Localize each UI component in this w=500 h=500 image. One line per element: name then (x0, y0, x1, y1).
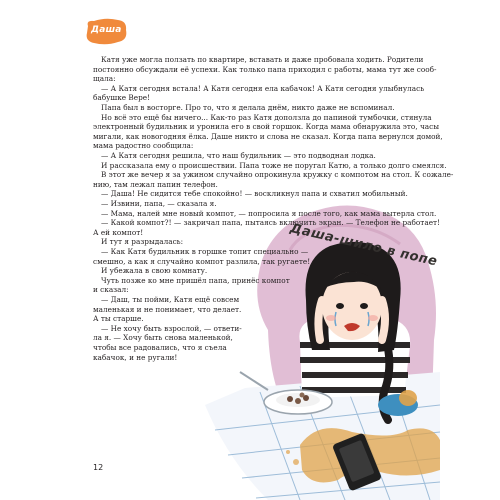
text-line: и сказал: (93, 285, 129, 295)
text-line: нию, там лежал папин телефон. (93, 179, 218, 189)
text-line: мама радостно сообщила: (93, 141, 194, 151)
text-line: — Как Катя будильник в горшке топит специально — (101, 247, 309, 256)
text-line: — Даш, ты пойми, Катя ещё совсем (101, 294, 240, 304)
text-line: — Мама, налей мне новый компот, — попросила я после того, как мама вытерла стол. (101, 208, 437, 218)
text-line: щала: (93, 74, 116, 84)
text-line: электронный будильник и уронила его в свой горшок. Когда мама обнаружила это, часы (93, 122, 440, 132)
text-line: Катя уже могла ползать по квартире, вставать и даже пробовала ходить. Родители (101, 55, 424, 64)
text-line: И тут я разрыдалась: (101, 237, 184, 247)
text-line: маленькая и не понимает, что делает. (93, 304, 242, 314)
text-block-main (93, 55, 453, 247)
text-line: — Не хочу быть взрослой, — ответи- (101, 323, 242, 333)
text-line: — А Катя сегодня решила, что наш будильник — это подводная лодка. (101, 150, 376, 160)
text-line: кабачок, и не ругали! (93, 352, 178, 362)
text-line: И рассказала ему о происшествии. Папа тоже не поругал Катю, а только долго смеялся. (101, 160, 447, 170)
text-line: — Извини, папа, — сказала я. (101, 198, 217, 208)
text-line: И убежала в свою комнату. (101, 266, 208, 276)
badge-label: Даша (91, 25, 122, 35)
text-line: бабушке Вере! (93, 93, 151, 103)
text-line: В этот же вечер я за ужином случайно опрокинула кружку с компотом на стол. К сожале- (101, 170, 454, 180)
text-line: чтобы все радовались, что я съела (93, 342, 227, 352)
text-line: — А Катя сегодня встала! А Катя сегодня ела кабачок! А Катя сегодня улыбнулась (101, 83, 425, 93)
illustration-caption: Даша-шило в попе (288, 221, 439, 270)
text-line: постоянно обсуждали её успехи. Как только папа приходил с работы, мама тут же сооб- (93, 64, 437, 74)
text-block-narrow (93, 247, 310, 362)
page-number: 12 (93, 463, 104, 472)
text-line: Папа был в восторге. Про то, что я делала днём, никто даже не вспоминал. (101, 102, 395, 112)
text-line: Но всё это ещё бы ничего... Как-то раз Катя доползла до папиной тумбочки, стянула (101, 112, 432, 122)
text-line: — Какой компот?! — закричал папа, пытаясь включить экран. — Телефон не работает! (101, 218, 440, 228)
text-line: смешно, а как я случайно компот разлила, так ругаете! (93, 256, 311, 266)
text-line: мигали, как новогодняя ёлка. Даше никто и слова не сказал. Когда папа вернулся домой, (93, 131, 443, 141)
text-line: А ей компот! (93, 227, 144, 237)
text-line: А ты старше. (93, 314, 144, 324)
text-line: — Даша! Не сидится тебе спокойно! — воскликнул папа и схватил мобильный. (101, 189, 408, 199)
text-line: Чуть позже ко мне пришёл папа, принёс компот (101, 275, 290, 285)
text-line: ла я. — Хочу быть снова маленькой, (93, 333, 233, 343)
